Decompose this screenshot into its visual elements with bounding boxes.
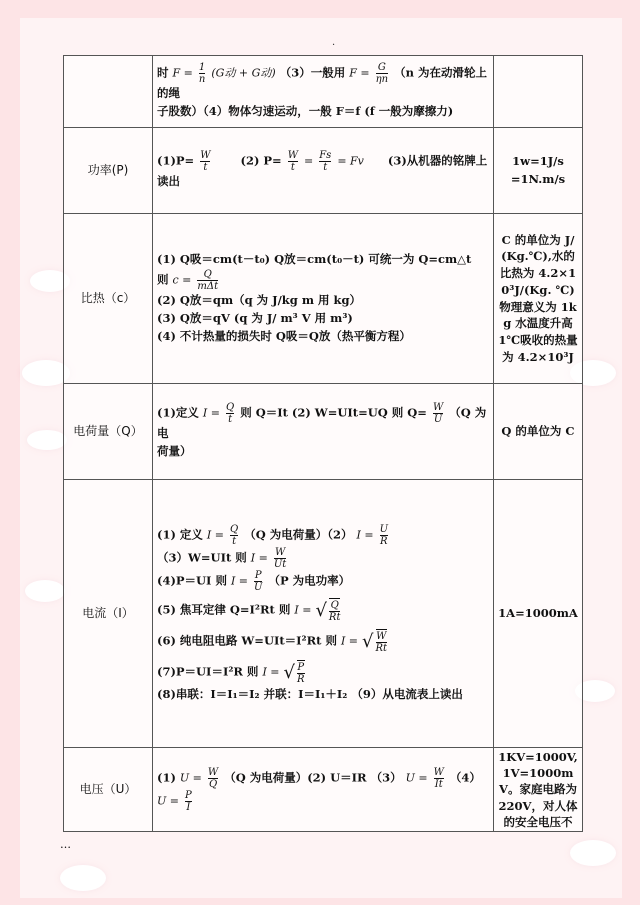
text: (1) 定义 bbox=[157, 527, 203, 542]
formula: U = bbox=[157, 794, 179, 807]
charge-formula-cell bbox=[153, 384, 494, 480]
text: (4)P＝UI 则 bbox=[157, 573, 227, 588]
table-row bbox=[64, 480, 583, 748]
fraction: $\frac{U}{R}$ bbox=[379, 523, 389, 547]
formula: I = bbox=[356, 528, 374, 542]
pulley-formula-cell bbox=[153, 56, 494, 128]
text: (3)从机器的铭牌上读出 bbox=[157, 153, 488, 189]
text: （n 为在动滑轮上的绳 bbox=[157, 65, 487, 101]
physics-formula-table bbox=[63, 55, 583, 832]
voltage-formula-cell bbox=[153, 748, 494, 832]
text: 1w=1J/s bbox=[512, 153, 564, 168]
text: 荷量） bbox=[157, 444, 192, 458]
formula: I = bbox=[262, 665, 280, 679]
power-note bbox=[494, 128, 583, 214]
fraction: $\frac{W}{U}$ bbox=[432, 402, 444, 426]
table-row bbox=[64, 214, 583, 384]
row-name-current: 电流（I） bbox=[64, 480, 153, 748]
formula: I = bbox=[340, 634, 359, 648]
note-empty bbox=[494, 56, 583, 128]
formula: U = bbox=[179, 771, 202, 784]
formula: c = bbox=[172, 273, 192, 287]
text: (1) bbox=[157, 770, 176, 784]
formula: F = bbox=[349, 66, 370, 80]
formula: I = bbox=[230, 574, 249, 588]
charge-note: Q 的单位为 C bbox=[494, 384, 583, 480]
fraction: $\frac{Q}{\text{mΔt}}$ bbox=[197, 269, 219, 293]
square-root: √ $\frac{P}{R}$ bbox=[283, 661, 305, 686]
formula: I = bbox=[294, 603, 312, 617]
text: (3) Q放＝qV (q 为 J/ m³ V 用 m³) bbox=[157, 311, 353, 325]
formula: = bbox=[303, 154, 314, 168]
text: 时 bbox=[157, 65, 169, 80]
formula: (G动 + G动) bbox=[211, 66, 276, 80]
heat-note: C 的单位为 J/(Kg.℃),水的比热为 4.2×10³J/(Kg. ℃) 物理意义为 1kg 水温度升高 1℃吸收的热量为 4.2×10³J bbox=[494, 214, 583, 384]
heat-formula-cell bbox=[153, 214, 494, 384]
formula: = Fv bbox=[337, 154, 364, 168]
text: (2) P= bbox=[240, 153, 282, 168]
formula: I = bbox=[206, 528, 224, 542]
fraction: $\frac{Fs}{t}$ bbox=[319, 150, 332, 174]
text: 则 Q＝It (2) W=UIt=UQ 则 Q= bbox=[240, 405, 427, 420]
fraction: $\frac{Q}{t}$ bbox=[229, 523, 239, 547]
fraction: $\frac{W}{Ut}$ bbox=[273, 546, 287, 570]
top-mark: · bbox=[332, 40, 336, 51]
text: 则 bbox=[157, 272, 169, 287]
text: (2) Q放＝qm（q 为 J/kg m 用 kg） bbox=[157, 293, 362, 308]
formula: I = bbox=[250, 551, 268, 565]
formula: U = bbox=[405, 771, 428, 784]
table-row bbox=[64, 748, 583, 832]
row-name-voltage: 电压（U） bbox=[64, 748, 153, 832]
row-name-power: 功率(P) bbox=[64, 128, 153, 214]
fraction: $\frac{Q}{t}$ bbox=[225, 402, 235, 426]
current-formula-cell bbox=[153, 480, 494, 748]
fraction: $\frac{W}{Q}$ bbox=[207, 766, 219, 790]
row-name-empty bbox=[64, 56, 153, 128]
formula: F = bbox=[172, 66, 193, 80]
text: =1N.m/s bbox=[510, 171, 566, 186]
table-row bbox=[64, 128, 583, 214]
current-note: 1A=1000mA bbox=[494, 480, 583, 748]
footer-ellipsis: … bbox=[60, 838, 71, 851]
text: （Q 为电荷量）(2) U＝IR （3） bbox=[224, 770, 402, 784]
square-root: √ $\frac{W}{Rt}$ bbox=[362, 630, 388, 655]
text: (1)P= bbox=[157, 153, 195, 168]
formula: I = bbox=[202, 406, 220, 420]
table-row bbox=[64, 56, 583, 128]
text: (5) 焦耳定律 Q=I²Rt 则 bbox=[157, 602, 291, 617]
text: (1)定义 bbox=[157, 405, 199, 420]
fraction: $\frac{W}{It}$ bbox=[433, 766, 444, 790]
power-formula-cell bbox=[153, 128, 494, 214]
text: （3）一般用 bbox=[279, 65, 346, 80]
text: （4） bbox=[449, 770, 481, 784]
text: (4) 不计热量的损失时 Q吸＝Q放（热平衡方程） bbox=[157, 328, 411, 343]
voltage-note: 1KV=1000V, 1V=1000mV。家庭电路为 220V，对人体的安全电压不 bbox=[494, 748, 583, 832]
text: （P 为电功率） bbox=[268, 573, 351, 588]
text: （Q 为电 bbox=[157, 405, 487, 441]
text: (1) Q吸＝cm(t－t₀) Q放＝cm(t₀－t) 可统一为 Q=cm△t bbox=[157, 252, 472, 267]
text: （3）W=UIt 则 bbox=[157, 550, 247, 565]
text: (6) 纯电阻电路 W=UIt＝I²Rt 则 bbox=[157, 633, 337, 648]
text: 子股数）（4）物体匀速运动，一般 F＝f (f 一般为摩擦力) bbox=[157, 104, 454, 118]
table-row bbox=[64, 384, 583, 480]
row-name-charge: 电荷量（Q） bbox=[64, 384, 153, 480]
text: (8)串联：I＝I₁＝I₂ 并联：I＝I₁＋I₂ （9）从电流表上读出 bbox=[157, 686, 463, 701]
square-root: √ $\frac{Q}{Rt}$ bbox=[315, 599, 341, 624]
text: (7)P＝UI＝I²R 则 bbox=[157, 664, 259, 679]
fraction: $\frac{P}{I}$ bbox=[185, 789, 192, 813]
fraction: $\frac{G}{\eta n}$ bbox=[375, 62, 389, 86]
text: （Q 为电荷量）（2） bbox=[244, 527, 353, 542]
fraction: $\frac{W}{t}$ bbox=[287, 150, 298, 174]
fraction: $\frac{W}{t}$ bbox=[200, 150, 211, 174]
fraction: $\frac{1}{n}$ bbox=[198, 62, 206, 86]
row-name-heat: 比热（c） bbox=[64, 214, 153, 384]
fraction: $\frac{P}{U}$ bbox=[254, 569, 263, 593]
